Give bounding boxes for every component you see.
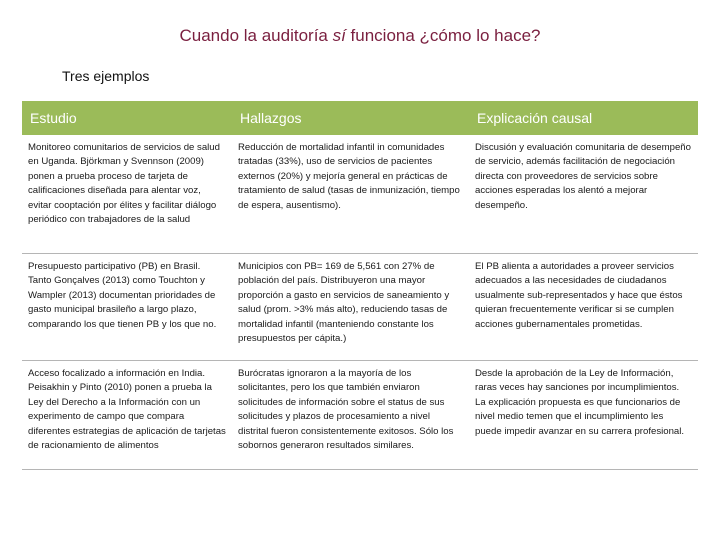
title-italic-word: sí	[332, 26, 346, 45]
table-row	[22, 135, 698, 254]
title-part-1: Cuando la auditoría	[179, 26, 333, 45]
table-header-row	[22, 101, 698, 135]
cell-explicacion: El PB alienta a autoridades a proveer servicios adecuados a las necesidades de ciudadanos usualmente sub-representados y hace que éstos quieran frecuentemente verificar si se cumplen acciones gubernamentales prometidas.	[469, 254, 698, 361]
cell-estudio: Acceso focalizado a información en India. Peisakhin y Pinto (2010) ponen a prueba la Ley del Derecho a la Información con un experimento de campo que compara diferentes estrategias de aplicación de tarjetas de racionamiento de alimentos	[22, 361, 232, 470]
subtitle: Tres ejemplos	[62, 68, 150, 84]
cell-explicacion: Discusión y evaluación comunitaria de desempeño de servicio, además facilitación de negociación directa con proveedores de servicios sobre acciones esperadas los alentó a mejorar desempeño.	[469, 135, 698, 254]
cell-hallazgos: Burócratas ignoraron a la mayoría de los solicitantes, pero los que también enviaron solicitudes de información sobre el status de sus solicitudes y plazos de procesamiento a nivel distrital fueron consistentemente exitosos. Sólo los sobornos generaron resultados similares.	[232, 361, 469, 470]
cell-explicacion: Desde la aprobación de la Ley de Información, raras veces hay sanciones por incumplimientos. La explicación propuesta es que funcionarios de nivel medio temen que el incumplimiento les puede impedir avanzar en su carrera profesional.	[469, 361, 698, 470]
examples-table	[22, 101, 698, 470]
header-explicacion-causal: Explicación causal	[469, 101, 698, 135]
title-part-2: funciona ¿cómo lo hace?	[345, 26, 541, 45]
header-hallazgos: Hallazgos	[232, 101, 469, 135]
cell-hallazgos: Reducción de mortalidad infantil in comunidades tratadas (33%), uso de servicios de pacientes externos (20%) y mejoría general en prácticas de tratamiento de salud (tasas de inmunización, tiempo de espera, ausentismo).	[232, 135, 469, 254]
table-row	[22, 361, 698, 470]
cell-estudio: Presupuesto participativo (PB) en Brasil. Tanto Gonçalves (2013) como Touchton y Wampler (2013) documentan prioridades de gasto municipal brasileño a largo plazo, comparando los que tienen PB y los que no.	[22, 254, 232, 361]
cell-estudio: Monitoreo comunitarios de servicios de salud en Uganda. Björkman y Svennson (2009) ponen a prueba proceso de tarjeta de calificaciones diseñada para alentar voz, evitar cooptación por élites y facilitar diálogo periódico con trabajadores de la salud	[22, 135, 232, 254]
header-estudio: Estudio	[22, 101, 232, 135]
cell-hallazgos: Municipios con PB= 169 de 5,561 con 27% de población del país. Distribuyeron una mayor proporción a gasto en servicios de saneamiento y salud (prom. >3% más alto), reduciendo tasas de mortalidad infantil (manteniendo constante los presupuestos per cápita.)	[232, 254, 469, 361]
table-row	[22, 254, 698, 361]
slide-title	[0, 26, 720, 46]
